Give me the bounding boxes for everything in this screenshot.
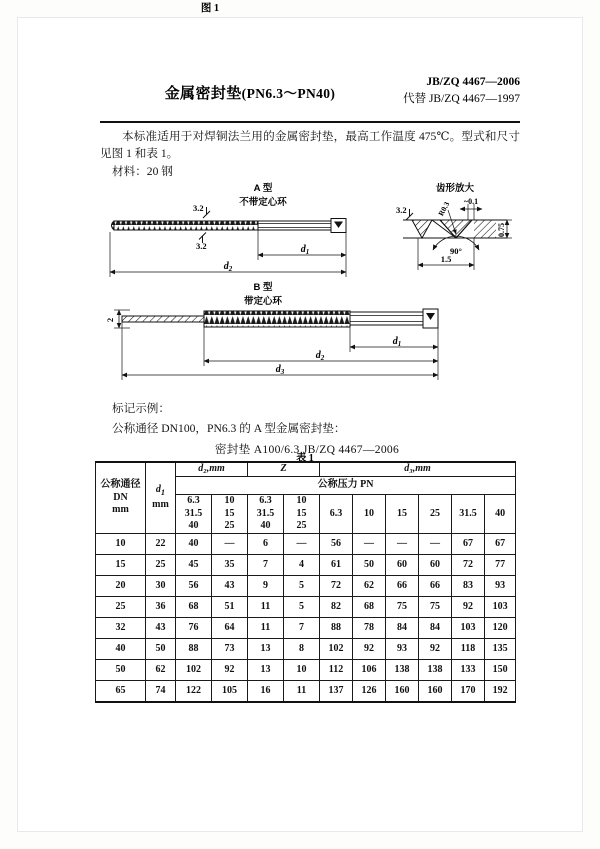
cell-z-1: 9 — [248, 576, 284, 597]
cell-dn: 50 — [96, 660, 146, 681]
cell-d1: 36 — [146, 597, 176, 618]
header-d3-col-1: 6.3 — [320, 494, 353, 533]
cell-d3-1: 82 — [320, 597, 353, 618]
cell-d3-2: 92 — [353, 639, 386, 660]
cell-z-2: 7 — [284, 618, 320, 639]
cell-d2-1: 56 — [176, 576, 212, 597]
header-rule — [100, 121, 520, 123]
document-header — [100, 72, 520, 118]
header-dn: 公称通径 DN mm — [96, 462, 146, 534]
cell-d3-6: 103 — [485, 597, 516, 618]
cell-d3-4: — — [419, 534, 452, 555]
table-row — [96, 660, 516, 681]
cell-d3-2: — — [353, 534, 386, 555]
cell-d3-4: 66 — [419, 576, 452, 597]
cell-d3-5: 83 — [452, 576, 485, 597]
cell-d3-6: 120 — [485, 618, 516, 639]
svg-text:A 型: A 型 — [253, 183, 273, 194]
cell-d2-1: 122 — [176, 681, 212, 703]
table-row — [96, 597, 516, 618]
header-group-d3: d₃,mm — [320, 462, 516, 476]
cell-d3-4: 84 — [419, 618, 452, 639]
cell-d2-2: 92 — [212, 660, 248, 681]
standard-replaces: 代替 JB/ZQ 4467—1997 — [403, 92, 520, 105]
cell-z-2: 10 — [284, 660, 320, 681]
cell-d3-2: 106 — [353, 660, 386, 681]
header-d3-col-2: 10 — [353, 494, 386, 533]
svg-text:d3: $d_3$ — [275, 364, 285, 376]
cell-d3-3: 60 — [386, 555, 419, 576]
cell-d3-1: 137 — [320, 681, 353, 703]
cell-d2-2: 64 — [212, 618, 248, 639]
cell-d3-6: 150 — [485, 660, 516, 681]
cell-d3-3: 160 — [386, 681, 419, 703]
cell-d2-2: 43 — [212, 576, 248, 597]
cell-d3-5: 170 — [452, 681, 485, 703]
header-pn-row: 公称压力 PN — [176, 476, 516, 494]
cell-d1: 62 — [146, 660, 176, 681]
marking-line-2: 公称通径 DN100，PN6.3 的 A 型金属密封垫： — [112, 422, 346, 436]
svg-text:3.2: 3.2 — [193, 203, 204, 213]
cell-d2-1: 45 — [176, 555, 212, 576]
page-title — [100, 82, 400, 103]
cell-d1: 25 — [146, 555, 176, 576]
figure-1-caption: 图 1 — [200, 3, 220, 14]
header-d1: $d_1$ mm — [146, 462, 176, 534]
cell-d1: 22 — [146, 534, 176, 555]
dimensions-table — [95, 461, 516, 703]
cell-dn: 32 — [96, 618, 146, 639]
header-d3-col-6: 40 — [485, 494, 516, 533]
cell-z-2: 5 — [284, 597, 320, 618]
cell-d3-3: 75 — [386, 597, 419, 618]
title-range: (PN6.3～PN40) — [241, 86, 336, 101]
table-row — [96, 618, 516, 639]
cell-dn: 10 — [96, 534, 146, 555]
cell-dn: 25 — [96, 597, 146, 618]
cell-z-1: 6 — [248, 534, 284, 555]
cell-dn: 40 — [96, 639, 146, 660]
standard-number: JB/ZQ 4467—2006 — [426, 76, 520, 88]
header-group-z: Z — [248, 462, 320, 476]
cell-d3-2: 50 — [353, 555, 386, 576]
cell-d3-6: 77 — [485, 555, 516, 576]
svg-text:1.5: 1.5 — [440, 254, 452, 264]
cell-z-1: 13 — [248, 639, 284, 660]
svg-text:B 型: B 型 — [253, 282, 273, 293]
svg-text:~0.1: ~0.1 — [463, 197, 479, 206]
cell-d3-4: 60 — [419, 555, 452, 576]
figure-1-drawing — [100, 180, 520, 392]
header-z-col-2: 10 15 25 — [284, 494, 320, 533]
marking-line-3: 密封垫 A100/6.3 JB/ZQ 4467—2006 — [214, 442, 400, 456]
cell-z-2: 8 — [284, 639, 320, 660]
cell-d3-6: 67 — [485, 534, 516, 555]
cell-d3-5: 118 — [452, 639, 485, 660]
header-d2-col-2: 10 15 25 — [212, 494, 248, 533]
cell-z-2: 4 — [284, 555, 320, 576]
cell-d3-2: 62 — [353, 576, 386, 597]
cell-d3-2: 78 — [353, 618, 386, 639]
cell-d3-1: 112 — [320, 660, 353, 681]
marking-line-1: 标记示例： — [112, 402, 170, 415]
cell-d3-3: 84 — [386, 618, 419, 639]
svg-text:齿形放大: 齿形放大 — [435, 183, 475, 194]
svg-text:d2: $d_2$ — [223, 261, 233, 273]
cell-d3-6: 93 — [485, 576, 516, 597]
svg-text:d2: $d_2$ — [315, 350, 325, 362]
svg-text:不带定心环: 不带定心环 — [239, 197, 287, 208]
svg-text:d1: $d_1$ — [300, 244, 310, 256]
cell-d3-3: — — [386, 534, 419, 555]
table-row — [96, 534, 516, 555]
cell-d3-5: 103 — [452, 618, 485, 639]
svg-text:d1: $d_1$ — [392, 336, 402, 348]
cell-d3-4: 160 — [419, 681, 452, 703]
cell-z-1: 16 — [248, 681, 284, 703]
svg-text:90°: 90° — [450, 246, 462, 256]
table-row — [96, 576, 516, 597]
cell-d3-2: 68 — [353, 597, 386, 618]
cell-d2-1: 68 — [176, 597, 212, 618]
cell-d3-4: 138 — [419, 660, 452, 681]
cell-d2-2: 35 — [212, 555, 248, 576]
cell-d3-1: 56 — [320, 534, 353, 555]
cell-d1: 30 — [146, 576, 176, 597]
cell-d3-6: 135 — [485, 639, 516, 660]
cell-d2-2: — — [212, 534, 248, 555]
svg-text:带定心环: 带定心环 — [243, 296, 283, 307]
svg-text:2: 2 — [105, 317, 115, 323]
cell-dn: 20 — [96, 576, 146, 597]
header-d3-col-5: 31.5 — [452, 494, 485, 533]
cell-d1: 74 — [146, 681, 176, 703]
svg-text:3.2: 3.2 — [396, 205, 407, 215]
cell-z-1: 11 — [248, 597, 284, 618]
cell-d3-1: 61 — [320, 555, 353, 576]
cell-d1: 43 — [146, 618, 176, 639]
header-d3-col-4: 25 — [419, 494, 452, 533]
standard-number-block — [403, 74, 520, 107]
cell-z-2: — — [284, 534, 320, 555]
table-body — [96, 534, 516, 703]
cell-d3-5: 67 — [452, 534, 485, 555]
cell-d3-3: 66 — [386, 576, 419, 597]
cell-d3-3: 138 — [386, 660, 419, 681]
svg-text:3.2: 3.2 — [196, 241, 207, 251]
material-paragraph: 材料：20 钢 — [112, 165, 173, 178]
header-group-d2: d₂,mm — [176, 462, 248, 476]
cell-d3-1: 72 — [320, 576, 353, 597]
cell-d3-5: 72 — [452, 555, 485, 576]
cell-d3-2: 126 — [353, 681, 386, 703]
scope-paragraph: 本标准适用于对焊铜法兰用的金属密封垫，最高工作温度 475℃。型式和尺寸见图 1 和表 1。 — [100, 130, 520, 161]
header-d3-col-3: 15 — [386, 494, 419, 533]
cell-z-2: 11 — [284, 681, 320, 703]
cell-d2-2: 105 — [212, 681, 248, 703]
header-z-col-1: 6.3 31.5 40 — [248, 494, 284, 533]
cell-z-1: 13 — [248, 660, 284, 681]
svg-text:R0.3: R0.3 — [436, 200, 452, 218]
table-row — [96, 555, 516, 576]
cell-d3-5: 92 — [452, 597, 485, 618]
cell-d2-1: 102 — [176, 660, 212, 681]
cell-d2-1: 76 — [176, 618, 212, 639]
figure-area — [100, 180, 520, 392]
cell-z-2: 5 — [284, 576, 320, 597]
table-row — [96, 639, 516, 660]
cell-dn: 65 — [96, 681, 146, 703]
svg-text:0.75: 0.75 — [497, 223, 506, 237]
cell-z-1: 11 — [248, 618, 284, 639]
cell-d3-4: 75 — [419, 597, 452, 618]
cell-d2-1: 40 — [176, 534, 212, 555]
header-d2-col-1: 6.3 31.5 40 — [176, 494, 212, 533]
table-row — [96, 681, 516, 703]
cell-d2-2: 73 — [212, 639, 248, 660]
cell-d2-2: 51 — [212, 597, 248, 618]
cell-d3-5: 133 — [452, 660, 485, 681]
cell-d3-1: 102 — [320, 639, 353, 660]
cell-d3-3: 93 — [386, 639, 419, 660]
cell-dn: 15 — [96, 555, 146, 576]
cell-d3-4: 92 — [419, 639, 452, 660]
cell-d2-1: 88 — [176, 639, 212, 660]
table-1-label: 表 1 — [296, 453, 314, 464]
cell-d3-1: 88 — [320, 618, 353, 639]
title-main: 金属密封垫 — [164, 86, 242, 102]
cell-z-1: 7 — [248, 555, 284, 576]
cell-d1: 50 — [146, 639, 176, 660]
cell-d3-6: 192 — [485, 681, 516, 703]
